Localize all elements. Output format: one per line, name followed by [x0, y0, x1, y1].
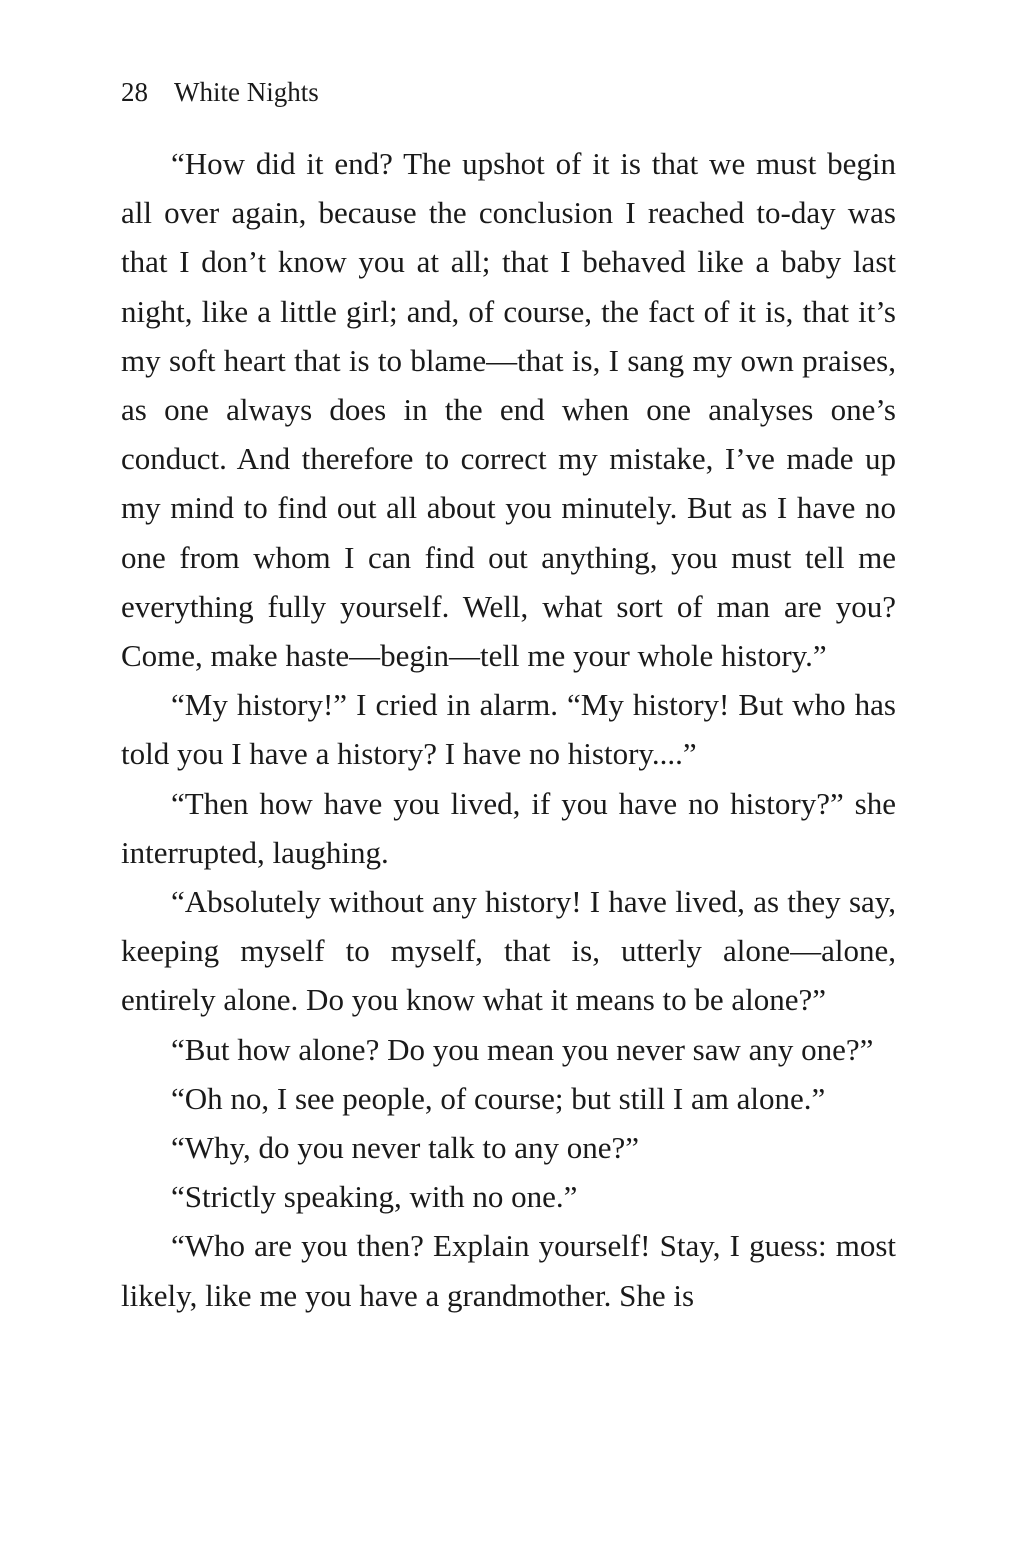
page-number: 28 [121, 77, 148, 107]
paragraph: “Then how have you lived, if you have no history?” she interrupted, laughing. [121, 785, 896, 870]
running-head [121, 72, 319, 112]
book-title: White Nights [174, 77, 319, 107]
body-text [121, 139, 896, 1320]
paragraph: “Why, do you never talk to any one?” [171, 1130, 639, 1166]
paragraph: “My history!” I cried in alarm. “My history! But who has told you I have a history? I have no history....” [121, 687, 896, 772]
paragraph: “How did it end? The upshot of it is that we must begin all over again, because the conclusion I reached to-day was that I don’t know you at all; that I behaved like a baby last night, like a little girl; and, of course, the fact of it is, that it’s my soft heart that is to blame—that is, I sang my own praises, as one always does in the end when one analyses one’s conduct. And therefore to correct my mistake, I’ve made up my mind to find out all about you minutely. But as I have no one from whom I can find out anything, you must tell me everything fully yourself. Well, what sort of man are you? Come, make haste—begin—tell me your whole history.” [121, 146, 896, 674]
paragraph: “Absolutely without any history! I have lived, as they say, keeping myself to myself, that is, utterly alone—alone, entirely alone. Do you know what it means to be alone?” [121, 884, 896, 1018]
paragraph: “Who are you then? Explain yourself! Stay, I guess: most likely, like me you have a grandmother. She is [121, 1228, 896, 1313]
paragraph: “But how alone? Do you mean you never saw any one?” [171, 1031, 874, 1067]
paragraph: “Oh no, I see people, of course; but still I am alone.” [171, 1080, 826, 1116]
paragraph: “Strictly speaking, with no one.” [171, 1179, 578, 1215]
